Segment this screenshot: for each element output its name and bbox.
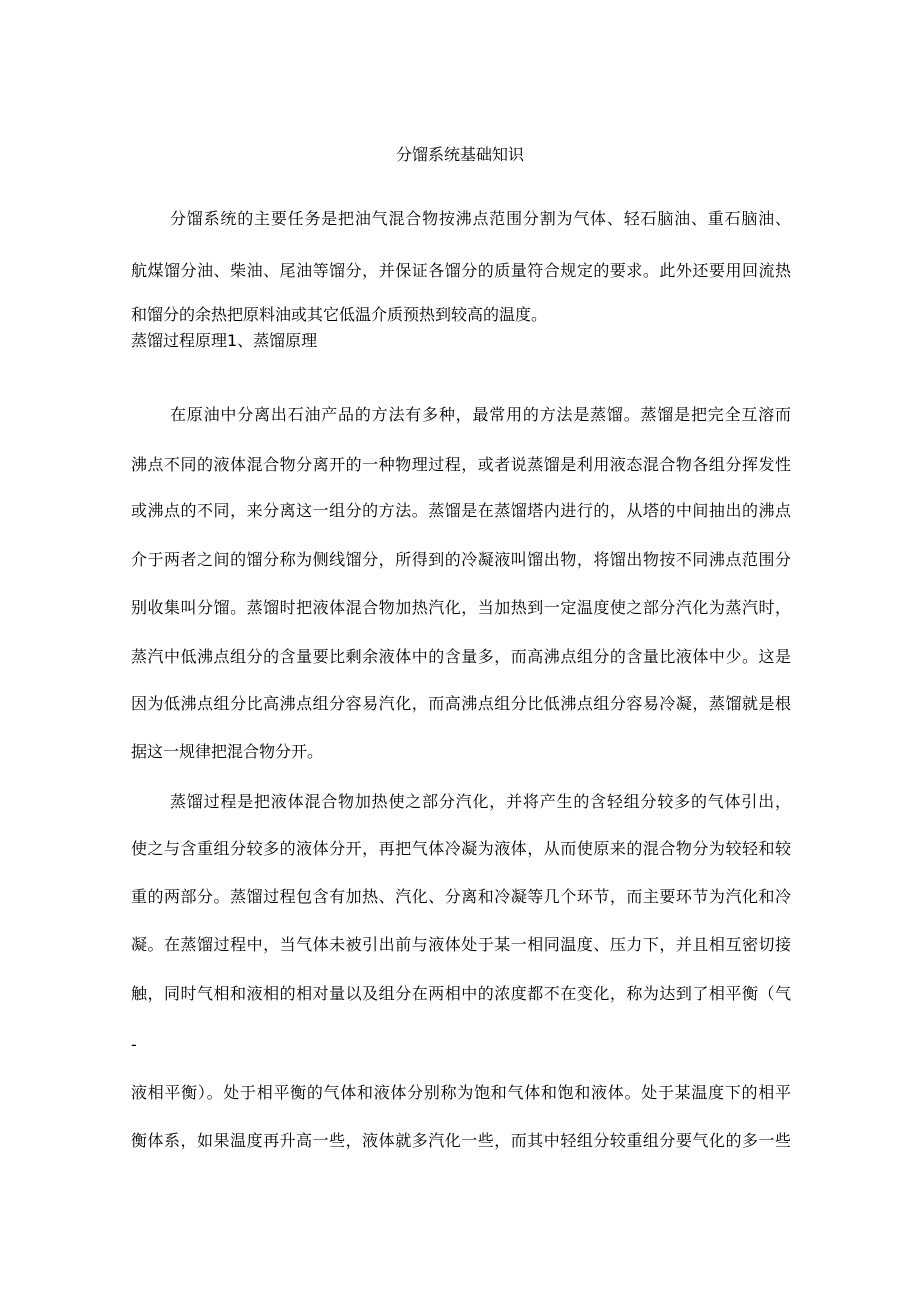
paragraph-line: 使之与含重组分较多的液体分开，再把气体冷凝为液体，从而使原来的混合物分为较轻和较	[131, 839, 791, 858]
paragraph-line: 在原油中分离出石油产品的方法有多种，最常用的方法是蒸馏。蒸馏是把完全互溶而	[170, 405, 791, 424]
document-title: 分馏系统基础知识	[395, 145, 524, 164]
paragraph-line: -	[131, 1035, 137, 1054]
paragraph-line: 据这一规律把混合物分开。	[131, 742, 324, 761]
paragraph-line: 别收集叫分馏。蒸馏时把液体混合物加热汽化，当加热到一定温度使之部分汽化为蒸汽时，	[131, 598, 791, 617]
paragraph-line: 触，同时气相和液相的相对量以及组分在两相中的浓度都不在变化，称为达到了相平衡（气	[131, 984, 791, 1003]
paragraph-line: 因为低沸点组分比高沸点组分容易汽化，而高沸点组分比低沸点组分容易冷凝，蒸馏就是根	[131, 694, 791, 713]
paragraph-line: 蒸馏过程是把液体混合物加热使之部分汽化，并将产生的含轻组分较多的气体引出，	[170, 792, 791, 811]
section-heading: 蒸馏过程原理1、蒸馏原理	[131, 331, 318, 350]
intro-line: 和馏分的余热把原料油或其它低温介质预热到较高的温度。	[131, 305, 548, 324]
paragraph-line: 或沸点的不同，来分离这一组分的方法。蒸馏是在蒸馏塔内进行的，从塔的中间抽出的沸点	[131, 501, 791, 520]
paragraph-line: 衡体系，如果温度再升高一些，液体就多汽化一些，而其中轻组分较重组分要气化的多一些	[131, 1131, 791, 1150]
intro-line: 分馏系统的主要任务是把油气混合物按沸点范围分割为气体、轻石脑油、重石脑油、	[170, 209, 791, 228]
paragraph-line: 介于两者之间的馏分称为侧线馏分，所得到的冷凝液叫馏出物，将馏出物按不同沸点范围分	[131, 550, 791, 569]
paragraph-line: 沸点不同的液体混合物分离开的一种物理过程，或者说蒸馏是利用液态混合物各组分挥发性	[131, 455, 791, 474]
paragraph-line: 重的两部分。蒸馏过程包含有加热、汽化、分离和冷凝等几个环节，而主要环节为汽化和冷	[131, 887, 791, 906]
intro-line: 航煤馏分油、柴油、尾油等馏分，并保证各馏分的质量符合规定的要求。此外还要用回流热	[131, 261, 791, 280]
paragraph-line: 蒸汽中低沸点组分的含量要比剩余液体中的含量多，而高沸点组分的含量比液体中少。这是	[131, 647, 791, 666]
paragraph-line: 液相平衡）。处于相平衡的气体和液体分别称为饱和气体和饱和液体。处于某温度下的相平	[131, 1083, 791, 1102]
paragraph-line: 凝。在蒸馏过程中，当气体未被引出前与液体处于某一相同温度、压力下，并且相互密切接	[131, 935, 791, 954]
